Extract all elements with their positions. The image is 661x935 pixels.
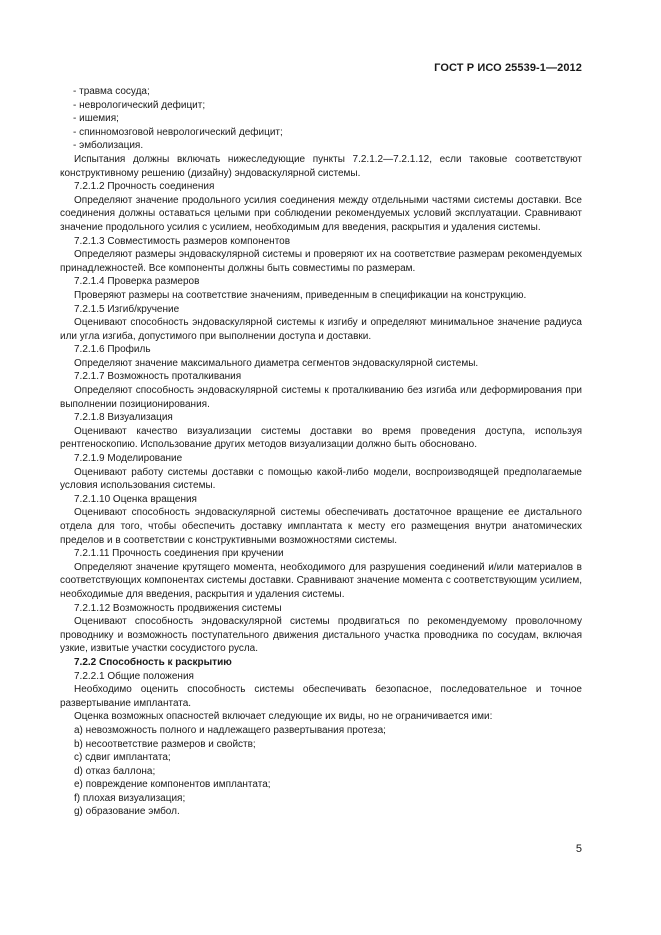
section-text: Оценка возможных опасностей включает следующие их виды, но не ограничивается ими: [74,711,493,723]
list-item: g) образование эмбол. [74,806,180,818]
section-text: Определяют размеры эндоваскулярной системы и проверяют их на соответствие размерам рекомендуемых принадлежностей. Все компоненты должны быть совместимы по размерам. [60,249,582,274]
section-title: 7.2.2 Способность к раскрытию [74,656,232,668]
section-text: Оценивают качество визуализации системы доставки во время проведения доступа, используя рентгеноскопию. Использование других методов визуализации должно быть обосновано. [60,425,582,451]
section-heading: 7.2.1.4 Проверка размеров [74,276,200,288]
section-heading: 7.2.1.3 Совместимость размеров компонентов [74,235,291,247]
list-item: - спинномозговой неврологический дефицит; [73,126,283,138]
section-heading: 7.2.1.11 Прочность соединения при кручении [74,548,284,560]
section-text: Оценивают работу системы доставки с помощью какой-либо модели, воспроизводящей предполагаемые условия использования системы. [60,466,582,492]
page-number: 5 [575,843,582,855]
section-text: Необходимо оценить способность системы обеспечивать безопасное, последовательное и точное развертывание имплантата. [60,684,582,709]
section-text: Оценивают способность эндоваскулярной системы к изгибу и определяют минимальное значение радиуса или угла изгиба, допустимого при выполнении доступа и доставки. [60,317,582,342]
list-item: a) невозможность полного и надлежащего развертывания протеза; [74,724,386,736]
list-item: - ишемия; [73,113,119,125]
list-item: - эмболизация. [73,140,144,152]
section-heading: 7.2.1.10 Оценка вращения [74,493,197,505]
document-code: ГОСТ Р ИСО 25539-1—2012 [434,62,582,74]
list-item: - неврологический дефицит; [73,99,206,111]
list-item: f) плохая визуализация; [74,792,186,804]
section-heading: 7.2.1.7 Возможность проталкивания [74,371,242,383]
section-heading: 7.2.1.6 Профиль [74,344,151,356]
section-heading: 7.2.1.2 Прочность соединения [74,181,215,193]
section-text: Проверяют размеры на соответствие значениям, приведенным в спецификации на конструкцию. [74,289,527,301]
section-heading: 7.2.1.9 Моделирование [74,453,183,465]
list-item: b) несоответствие размеров и свойств; [74,738,256,750]
section-text: Оценивают способность эндоваскулярной системы продвигаться по рекомендуемому проволочному проводнику и возможность поступательного движения дистального участка проводника по сосудам, включая узкие, извитые участки сосудистого русла. [60,616,582,655]
list-item: d) отказ баллона; [74,765,156,777]
section-heading: 7.2.1.8 Визуализация [74,412,173,424]
list-item: c) сдвиг имплантата; [74,752,171,764]
section-heading: 7.2.1.5 Изгиб/кручение [74,303,180,315]
section-text: Определяют значение продольного усилия соединения между отдельными частями системы доставки. Все соединения должны оставаться целыми при соблюдении рекомендуемых условий эксплуатации. Сравнивают значение продольного усилия с усилием, необходимым для введения, раскрытия и удаления системы. [60,194,582,233]
page-body [60,85,582,819]
section-heading: 7.2.1.12 Возможность продвижения системы [74,602,282,614]
section-text: Оценивают способность эндоваскулярной системы обеспечивать достаточное вращение ее дистального отдела для того, чтобы обеспечить доставку имплантата к месту его размещения внутри анатомических пределов и в соответствии с конструктивными возможностями системы. [60,507,582,546]
section-text: Определяют значение крутящего момента, необходимого для разрушения соединений и/или материалов в соответствующих компонентах системы доставки. Сравнивают значение момента с соответствующим усилием, необходимые для введения, раскрытия и удаления системы. [60,561,582,600]
section-text: Определяют значение максимального диаметра сегментов эндоваскулярной системы. [74,357,479,369]
list-item: - травма сосуда; [73,86,150,97]
list-item: e) повреждение компонентов имплантата; [74,779,271,791]
section-text: Определяют способность эндоваскулярной системы к проталкиванию без изгиба или деформирования при выполнении позиционирования. [60,385,582,410]
intro-paragraph: Испытания должны включать нижеследующие пункты 7.2.1.2—7.2.1.12, если таковые соответствуют конструктивному решению (дизайну) эндоваскулярной системы. [60,153,582,179]
section-heading: 7.2.2.1 Общие положения [74,670,194,682]
